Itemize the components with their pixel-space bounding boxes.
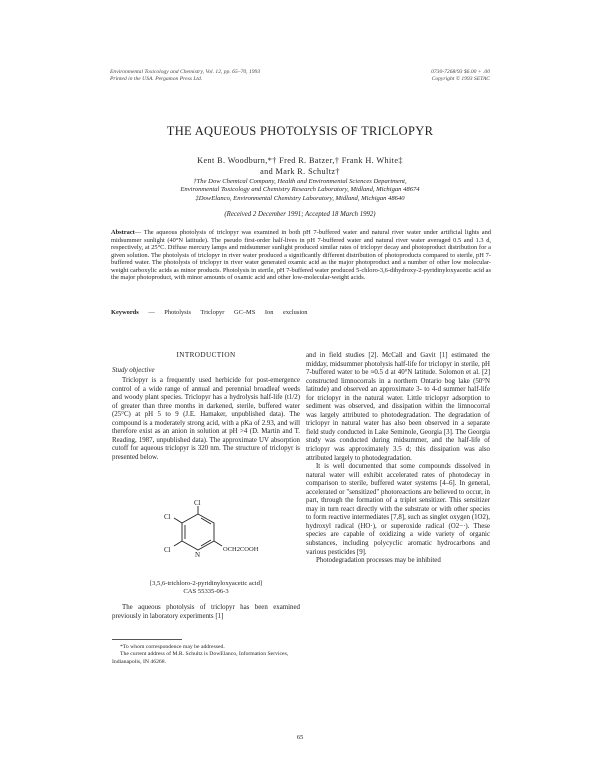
caption-line-1: [3,5,6-trichloro-2-pyridinyloxyacetic acid] [149,580,263,587]
figure-caption [112,580,300,596]
affiliations [90,178,510,203]
author-list [0,155,600,177]
authors-line-1: Kent B. Woodburn,*† Fred R. Batzer,† Frank H. White‡ [197,156,403,165]
paragraph: The aqueous photolysis of triclopyr has been examined previously in laboratory experiments [1] [112,604,300,620]
affiliation-3: ‡DowElanco, Environmental Chemistry Laboratory, Midland, Michigan 48640 [195,194,405,202]
keywords [111,309,307,316]
section-heading-introduction: INTRODUCTION [176,351,236,359]
paragraph: Photodegradation processes may be inhibited [316,557,441,565]
affiliation-2: Environmental Toxicology and Chemistry Research Laboratory, Midland, Michigan 48674 [180,186,420,194]
caption-line-2: CAS 55335-06-3 [183,588,229,596]
journal-line-1: Environmental Toxicology and Chemistry, Vol. 12, pp. 65–70, 1993 [110,69,261,75]
affiliation-1: †The Dow Chemical Company, Health and Environmental Sciences Department, [193,178,407,185]
subsection-heading: Study objective [112,366,155,374]
footnotes [112,644,302,666]
authors-line-2: and Mark R. Schultz† [260,167,340,176]
triclopyr-structure-figure [150,500,270,578]
journal-line-2: Printed in the USA. Pergamon Press Ltd. [110,76,203,82]
keyword-item: Triclopyr [200,309,225,316]
footnote: *To whom correspondence may be addressed. [120,644,225,650]
nitrogen-label: N [195,551,201,559]
chlorine-label: Cl [164,513,171,521]
paragraph: and in field studies [2]. McCall and Gavit [1] estimated the midday, midsummer photolysis half-life for triclopyr in sterile, pH 7-buffered water to be ≈0.5 d at 40°N latitude. Solomon et al. [2] constructed limnocorrals in a northern Ontario bog lake (50°N latitude) and observed an approximate 3- to 4-d summer half-life for triclopyr in the natural water. Little triclopyr adsorption to sediment was observed, and dissipation within the limnocorral was largely attributed to photodegradation. The degradation of triclopyr in natural water has also been observed in a separate field study conducted in Lake Seminole, Georgia [3]. The Georgia study was conducted during midsummer, and the half-life of triclopyr was approximately 3.5 d; this dissipation was also attributed largely to photodegradation. [306,352,490,462]
paragraph: It is well documented that some compounds dissolved in natural water will exhibit accelerated rates of photodecay in comparison to sterile, buffered water systems [4–6]. In general, accelerated or "sensitized" photoreactions are believed to occur, in part, through the formation of a triplet sensitizer. This sensitizer may in turn react directly with the substrate or with other species to form reactive intermediates [7,8], such as singlet oxygen (1O2), hydroxyl radical (HO·), or superoxide radical (O2−·). These species are capable of oxidizing a wide variety of organic substances, including polycyclic aromatic hydrocarbons and various pesticides [9]. [306,463,490,556]
abstract [111,229,491,282]
pyridine-ring [174,506,222,550]
keyword-item: Ion exclusion [264,309,308,316]
code-line-2: Copyright © 1993 SETAC [431,76,490,82]
code-line-1: 0730-7268/93 $6.00 + .00 [431,69,490,75]
page-number: 65 [296,734,304,741]
left-column-continued [112,604,300,621]
paper-title: THE AQUEOUS PHOTOLYSIS OF TRICLOPYR [166,124,434,138]
paragraph: Triclopyr is a frequently used herbicide for post-emergence control of a wide range of annual and perennial broadleaf weeds and woody plant species. Triclopyr has a hydrolysis half-life (t1/2) of greater than three months in darkened, sterile, buffered water (25°C) at pH 5 to 9 (J.E. Hamaker, unpublished data). The compound is a moderately strong acid, with a pKa of 2.93, and will therefore exist as an anion in solution at pH >4 (D. Martin and T. Reading, 1987, unpublished data). The approximate UV absorption cutoff for aqueous triclopyr is 320 nm. The structure of triclopyr is presented below. [112,377,300,461]
chlorine-label: Cl [164,546,171,554]
keyword-item: — Photolysis [148,309,191,316]
abstract-label: Abstract [111,229,135,236]
received-dates: (Received 2 December 1991; Accepted 18 March 1992) [224,211,376,218]
left-column-intro [112,377,300,462]
chlorine-label: Cl [194,500,201,507]
copyright-header [431,69,490,83]
abstract-text: — The aqueous photolysis of triclopyr was examined in both pH 7-buffered water and natural river water under artificial lights and midsummer sunlight (40°N latitude). The pseudo first-order half-lives in pH 7-buffered water and natural river water averaged 0.5 and 1.3 d, respectively, at 25°C. Diffuse mercury lamps and midsummer sunlight produced similar rates of triclopyr decay and photoproduct distribution for a given solution. The photolysis of triclopyr in river water produced a significantly different distribution of photoproducts compared to sterile, pH 7-buffered water. The photolysis of triclopyr in river water generated oxamic acid as the major photoproduct and a number of other low molecular-weight carboxylic acids as minor products. Photolysis in sterile, pH 7-buffered water produced 5-chloro-3,6-dihydroxy-2-pyridinyloxyacetic acid as the major photoproduct, with minor amounts of oxamic acid and other low-molecular-weight acids. [111,229,491,282]
keywords-label: Keywords [111,309,139,316]
right-column [306,352,490,566]
journal-header [110,69,260,83]
footnote: The current address of M.R. Schultz is DowElanco, Information Services, Indianapolis, IN 46268. [112,651,289,665]
keyword-item: GC–MS [233,309,256,316]
footnote-divider [112,639,182,640]
substituent-label: OCH2COOH [223,546,259,553]
